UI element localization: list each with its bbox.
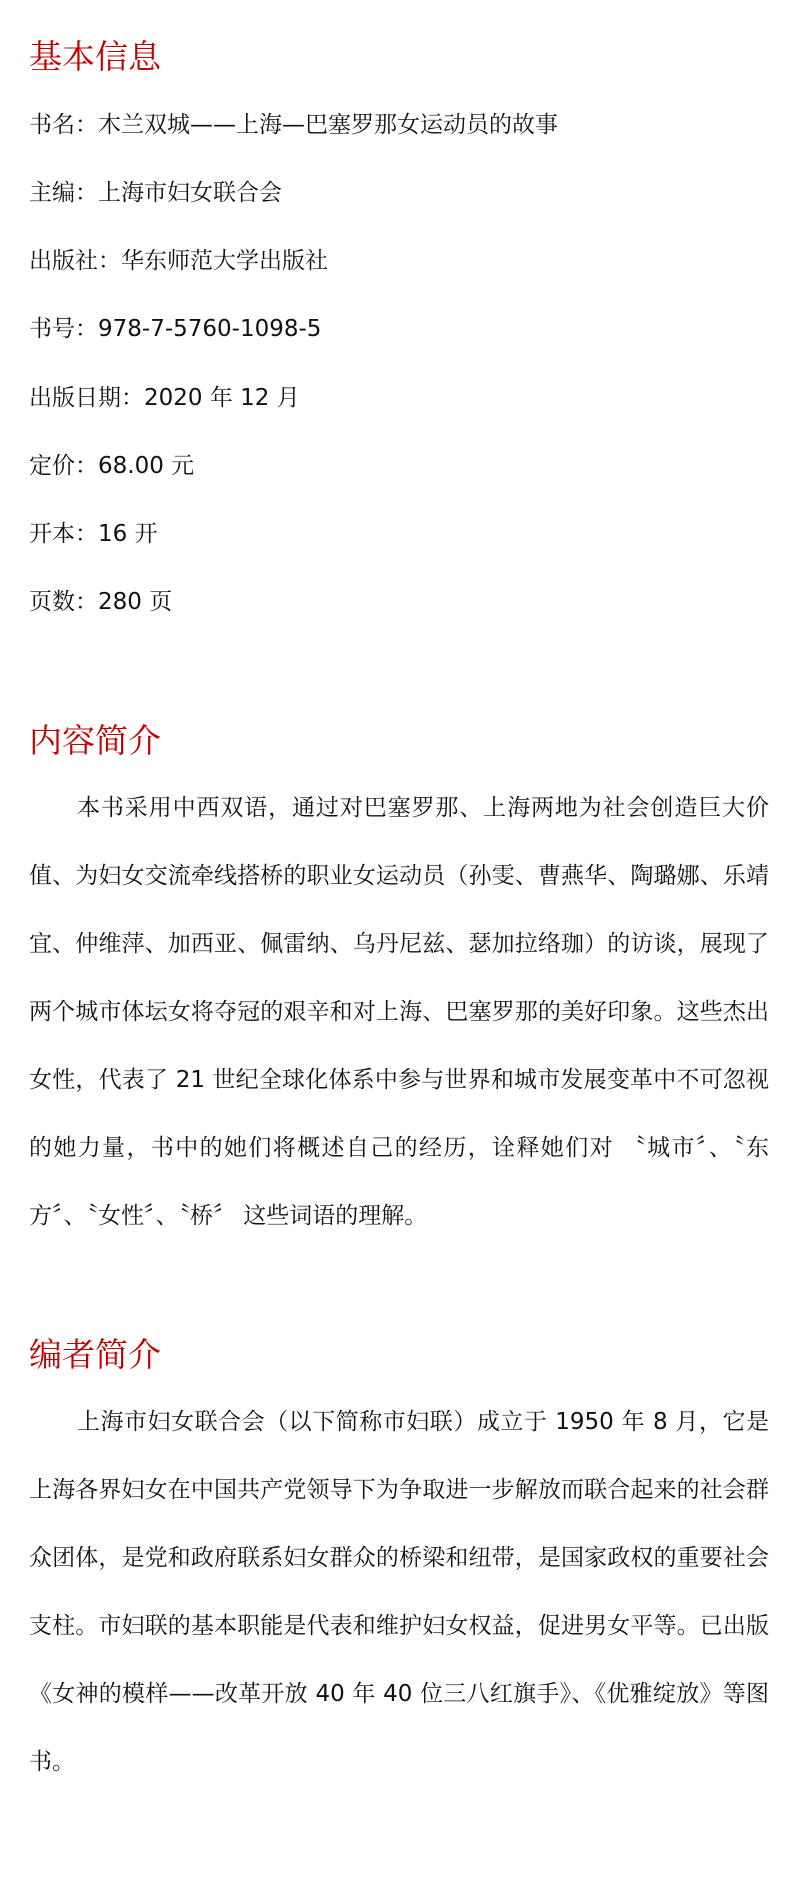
content-intro-text: 本书采用中西双语，通过对巴塞罗那、上海两地为社会创造巨大价值、为妇女交流牵线搭桥的职业女运动员（孙雯、曹燕华、陶璐娜、乐靖宜、仲维萍、加西亚、佩雷纳、乌丹尼兹、瑟加拉络珈）的访谈，展现了两个城市体坛女将夺冠的艰辛和对上海、巴塞罗那的美好印象。这些杰出女性，代表了 21 世纪全球化体系中参与世界和城市发展变革中不可忽视的她力量，书中的她们将概述自己的经历，诠释她们对 〝城市〞、〝东方〞、〝女性〞、〝桥〞 这些词语的理解。: [29, 795, 769, 1229]
editor-intro-text: 上海市妇女联合会（以下简称市妇联）成立于 1950 年 8 月，它是上海各界妇女在中国共产党领导下为争取进一步解放而联合起来的社会群众团体，是党和政府联系妇女群众的桥梁和纽带，是国家政权的重要社会支柱。市妇联的基本职能是代表和维护妇女权益，促进男女平等。已出版《女神的模样——改革开放 40 年 40 位三八红旗手》、《优雅绽放》等图书。: [29, 1409, 769, 1775]
info-isbn: 书号：978-7-5760-1098-5: [29, 316, 322, 342]
basic-info-heading: 基本信息: [29, 37, 161, 76]
info-title: 书名：木兰双城——上海—巴塞罗那女运动员的故事: [29, 112, 558, 138]
content-intro-heading: 内容简介: [29, 721, 161, 760]
info-publish-date: 出版日期：2020 年 12 月: [29, 385, 300, 411]
info-pages: 页数：280 页: [29, 589, 173, 615]
info-editor: 主编：上海市妇女联合会: [29, 180, 282, 206]
editor-intro-heading: 编者简介: [29, 1335, 161, 1374]
info-format: 开本：16 开: [29, 521, 158, 547]
info-price: 定价：68.00 元: [29, 453, 195, 479]
info-publisher: 出版社：华东师范大学出版社: [29, 248, 328, 274]
